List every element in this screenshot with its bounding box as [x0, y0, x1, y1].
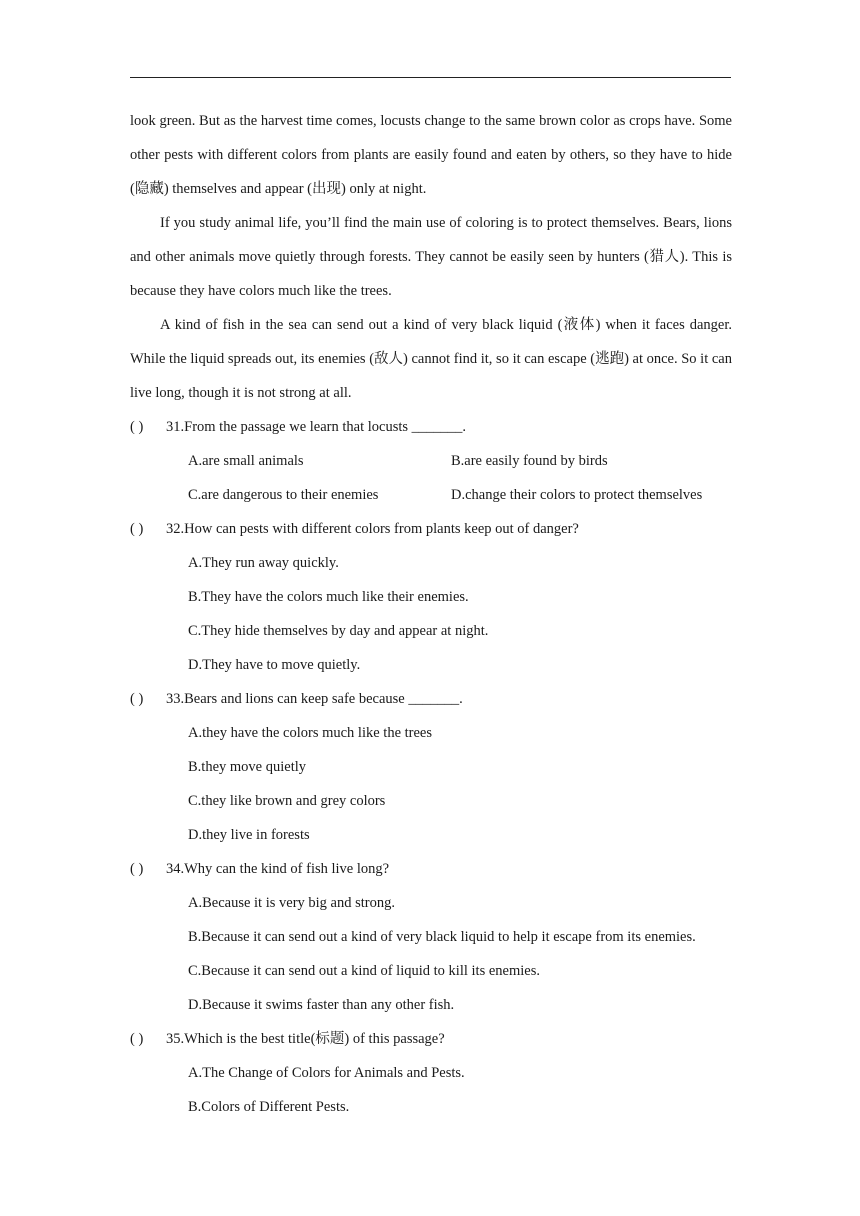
question-32-option-c: C.They hide themselves by day and appear at night.	[188, 623, 489, 639]
header-rule	[130, 77, 731, 78]
question-31	[130, 410, 732, 444]
answer-blank-32[interactable]: ( )	[130, 521, 144, 537]
question-33	[130, 682, 732, 716]
passage-paragraph-2: If you study animal life, you’ll find the main use of coloring is to protect themselves. Bears, lions and other animals move quietly through forests. They cannot be easily seen by hunters (猎人). This is because they have colors much like the trees.	[130, 215, 732, 299]
passage-paragraph-3: A kind of fish in the sea can send out a kind of very black liquid (液体) when it faces danger. While the liquid spreads out, its enemies (敌人) cannot find it, so it can escape (逃跑) at once. So it can live long, though it is not strong at all.	[130, 317, 732, 401]
question-35-option-a: A.The Change of Colors for Animals and Pests.	[188, 1065, 465, 1081]
question-31-option-d: D.change their colors to protect themselves	[451, 487, 703, 503]
question-33-option-b: B.they move quietly	[188, 759, 306, 775]
question-31-option-a: A.are small animals	[188, 453, 304, 469]
passage-paragraph-1: look green. But as the harvest time comes, locusts change to the same brown color as crops have. Some other pests with different colors from plants are easily found and eaten by others, so they have to hide (隐藏) themselves and appear (出现) only at night.	[130, 113, 732, 197]
question-34-option-d: D.Because it swims faster than any other fish.	[188, 997, 455, 1013]
question-32-option-a: A.They run away quickly.	[188, 555, 339, 571]
question-32-stem: 32.How can pests with different colors from plants keep out of danger?	[166, 521, 579, 537]
question-32-option-b: B.They have the colors much like their enemies.	[188, 589, 469, 605]
question-33-stem: 33.Bears and lions can keep safe because _______.	[166, 691, 463, 707]
answer-blank-34[interactable]: ( )	[130, 861, 144, 877]
question-35-stem: 35.Which is the best title(标题) of this passage?	[166, 1031, 445, 1047]
answer-blank-35[interactable]: ( )	[130, 1031, 144, 1047]
question-31-options-row-2	[188, 478, 732, 512]
question-33-option-d: D.they live in forests	[188, 827, 310, 843]
question-33-option-c: C.they like brown and grey colors	[188, 793, 386, 809]
question-34-stem: 34.Why can the kind of fish live long?	[166, 861, 390, 877]
document-body	[130, 104, 732, 1124]
question-34	[130, 852, 732, 886]
question-32	[130, 512, 732, 546]
answer-blank-31[interactable]: ( )	[130, 419, 144, 435]
question-32-option-d: D.They have to move quietly.	[188, 657, 361, 673]
question-34-option-a: A.Because it is very big and strong.	[188, 895, 395, 911]
question-35	[130, 1022, 732, 1056]
question-33-option-a: A.they have the colors much like the trees	[188, 725, 433, 741]
question-31-stem: 31.From the passage we learn that locusts _______.	[166, 419, 467, 435]
question-31-option-c: C.are dangerous to their enemies	[188, 487, 379, 503]
question-31-option-b: B.are easily found by birds	[451, 453, 608, 469]
question-34-option-c: C.Because it can send out a kind of liquid to kill its enemies.	[188, 963, 540, 979]
question-35-option-b: B.Colors of Different Pests.	[188, 1099, 350, 1115]
question-31-options-row-1	[188, 444, 732, 478]
question-34-option-b: B.Because it can send out a kind of very black liquid to help it escape from its enemies.	[188, 929, 696, 945]
answer-blank-33[interactable]: ( )	[130, 691, 144, 707]
